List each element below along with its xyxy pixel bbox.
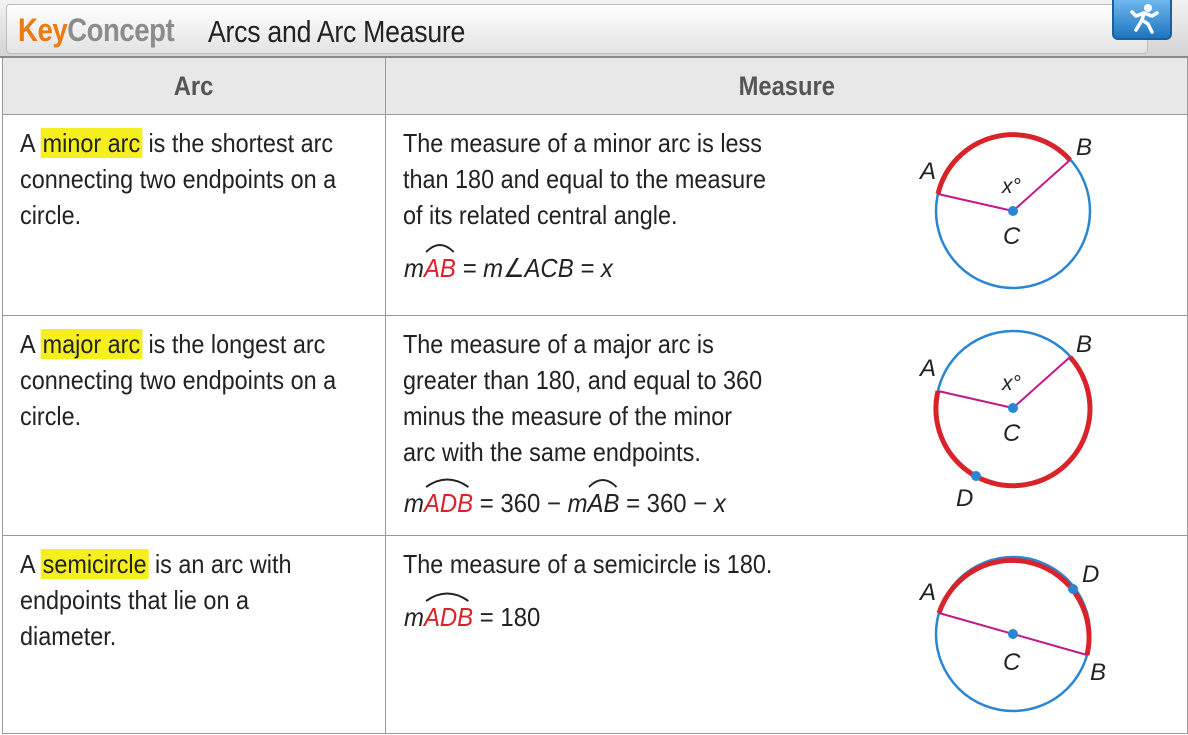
arc-notation: ADB [423,488,474,518]
point-d [971,471,981,481]
measure-description: The measure of a minor arc is less than 180 and equal to the measure of its related central angle. [403,128,766,230]
runner-badge-button[interactable] [1112,0,1172,40]
formula: mADB = 180 [404,602,540,633]
point-d [1068,584,1078,594]
runner-icon [1124,2,1162,36]
label-c: C [1003,649,1021,676]
arc-description: A major arc is the longest arc connecting two endpoints on a circle. [20,329,337,431]
table-header-row [3,58,1188,115]
label-b: B [1076,134,1093,161]
arc-cell [3,115,386,316]
arcs-table [2,58,1188,734]
title-bar-inner [6,4,1148,54]
major-arc-figure [916,328,1116,528]
term-highlight: semicircle [42,549,147,579]
column-header-measure: Measure [386,58,1188,115]
center-point [1008,629,1018,639]
minor-arc-figure [916,127,1116,307]
arc-description: A minor arc is the shortest arc connecting two endpoints on a circle. [20,128,337,230]
label-angle: x° [1002,372,1021,395]
arc-symbol [588,476,619,488]
term-highlight: major arc [42,329,141,359]
column-header-arc: Arc [3,58,386,115]
label-b: B [1090,659,1107,686]
label-c: C [1003,420,1021,447]
key-concept-label [18,12,174,49]
arc-description: A semicircle is an arc with endpoints that lie on a diameter. [20,549,292,651]
label-angle: x° [1002,175,1021,198]
center-point [1008,403,1018,413]
table-row-minor-arc [3,115,1188,316]
label-c: C [1003,223,1021,250]
measure-cell [386,316,1188,536]
center-point [1008,206,1018,216]
formula: mAB = m∠ACB = x [404,253,613,284]
arc-notation: AB [423,253,456,283]
arc-symbol [424,590,470,602]
arc-cell [3,316,386,536]
title-bar [0,0,1188,58]
term-highlight: minor arc [42,128,141,158]
measure-cell [386,536,1188,734]
label-d: D [956,485,974,512]
table-row-major-arc [3,316,1188,536]
key-word: Key [18,12,68,48]
arc-symbol [424,476,470,488]
semicircle-figure [916,550,1116,730]
measure-cell [386,115,1188,316]
label-b: B [1076,331,1093,358]
label-d: D [1082,561,1100,588]
label-a: A [920,355,937,382]
page-title: Arcs and Arc Measure [208,14,466,49]
label-a: A [920,158,937,185]
arc-cell [3,536,386,734]
formula: mADB = 360 − mAB = 360 − x [404,488,726,519]
arc-symbol [424,241,455,253]
measure-description: The measure of a major arc is greater than 180, and equal to 360 minus the measure of the minor arc with the same endpoints. [403,329,763,467]
concept-word: Concept [67,12,175,48]
arc-notation: AB [587,488,620,518]
table-row-semicircle [3,536,1188,734]
arc-notation: ADB [423,602,474,632]
measure-description: The measure of a semicircle is 180. [403,549,773,579]
label-a: A [920,579,937,606]
